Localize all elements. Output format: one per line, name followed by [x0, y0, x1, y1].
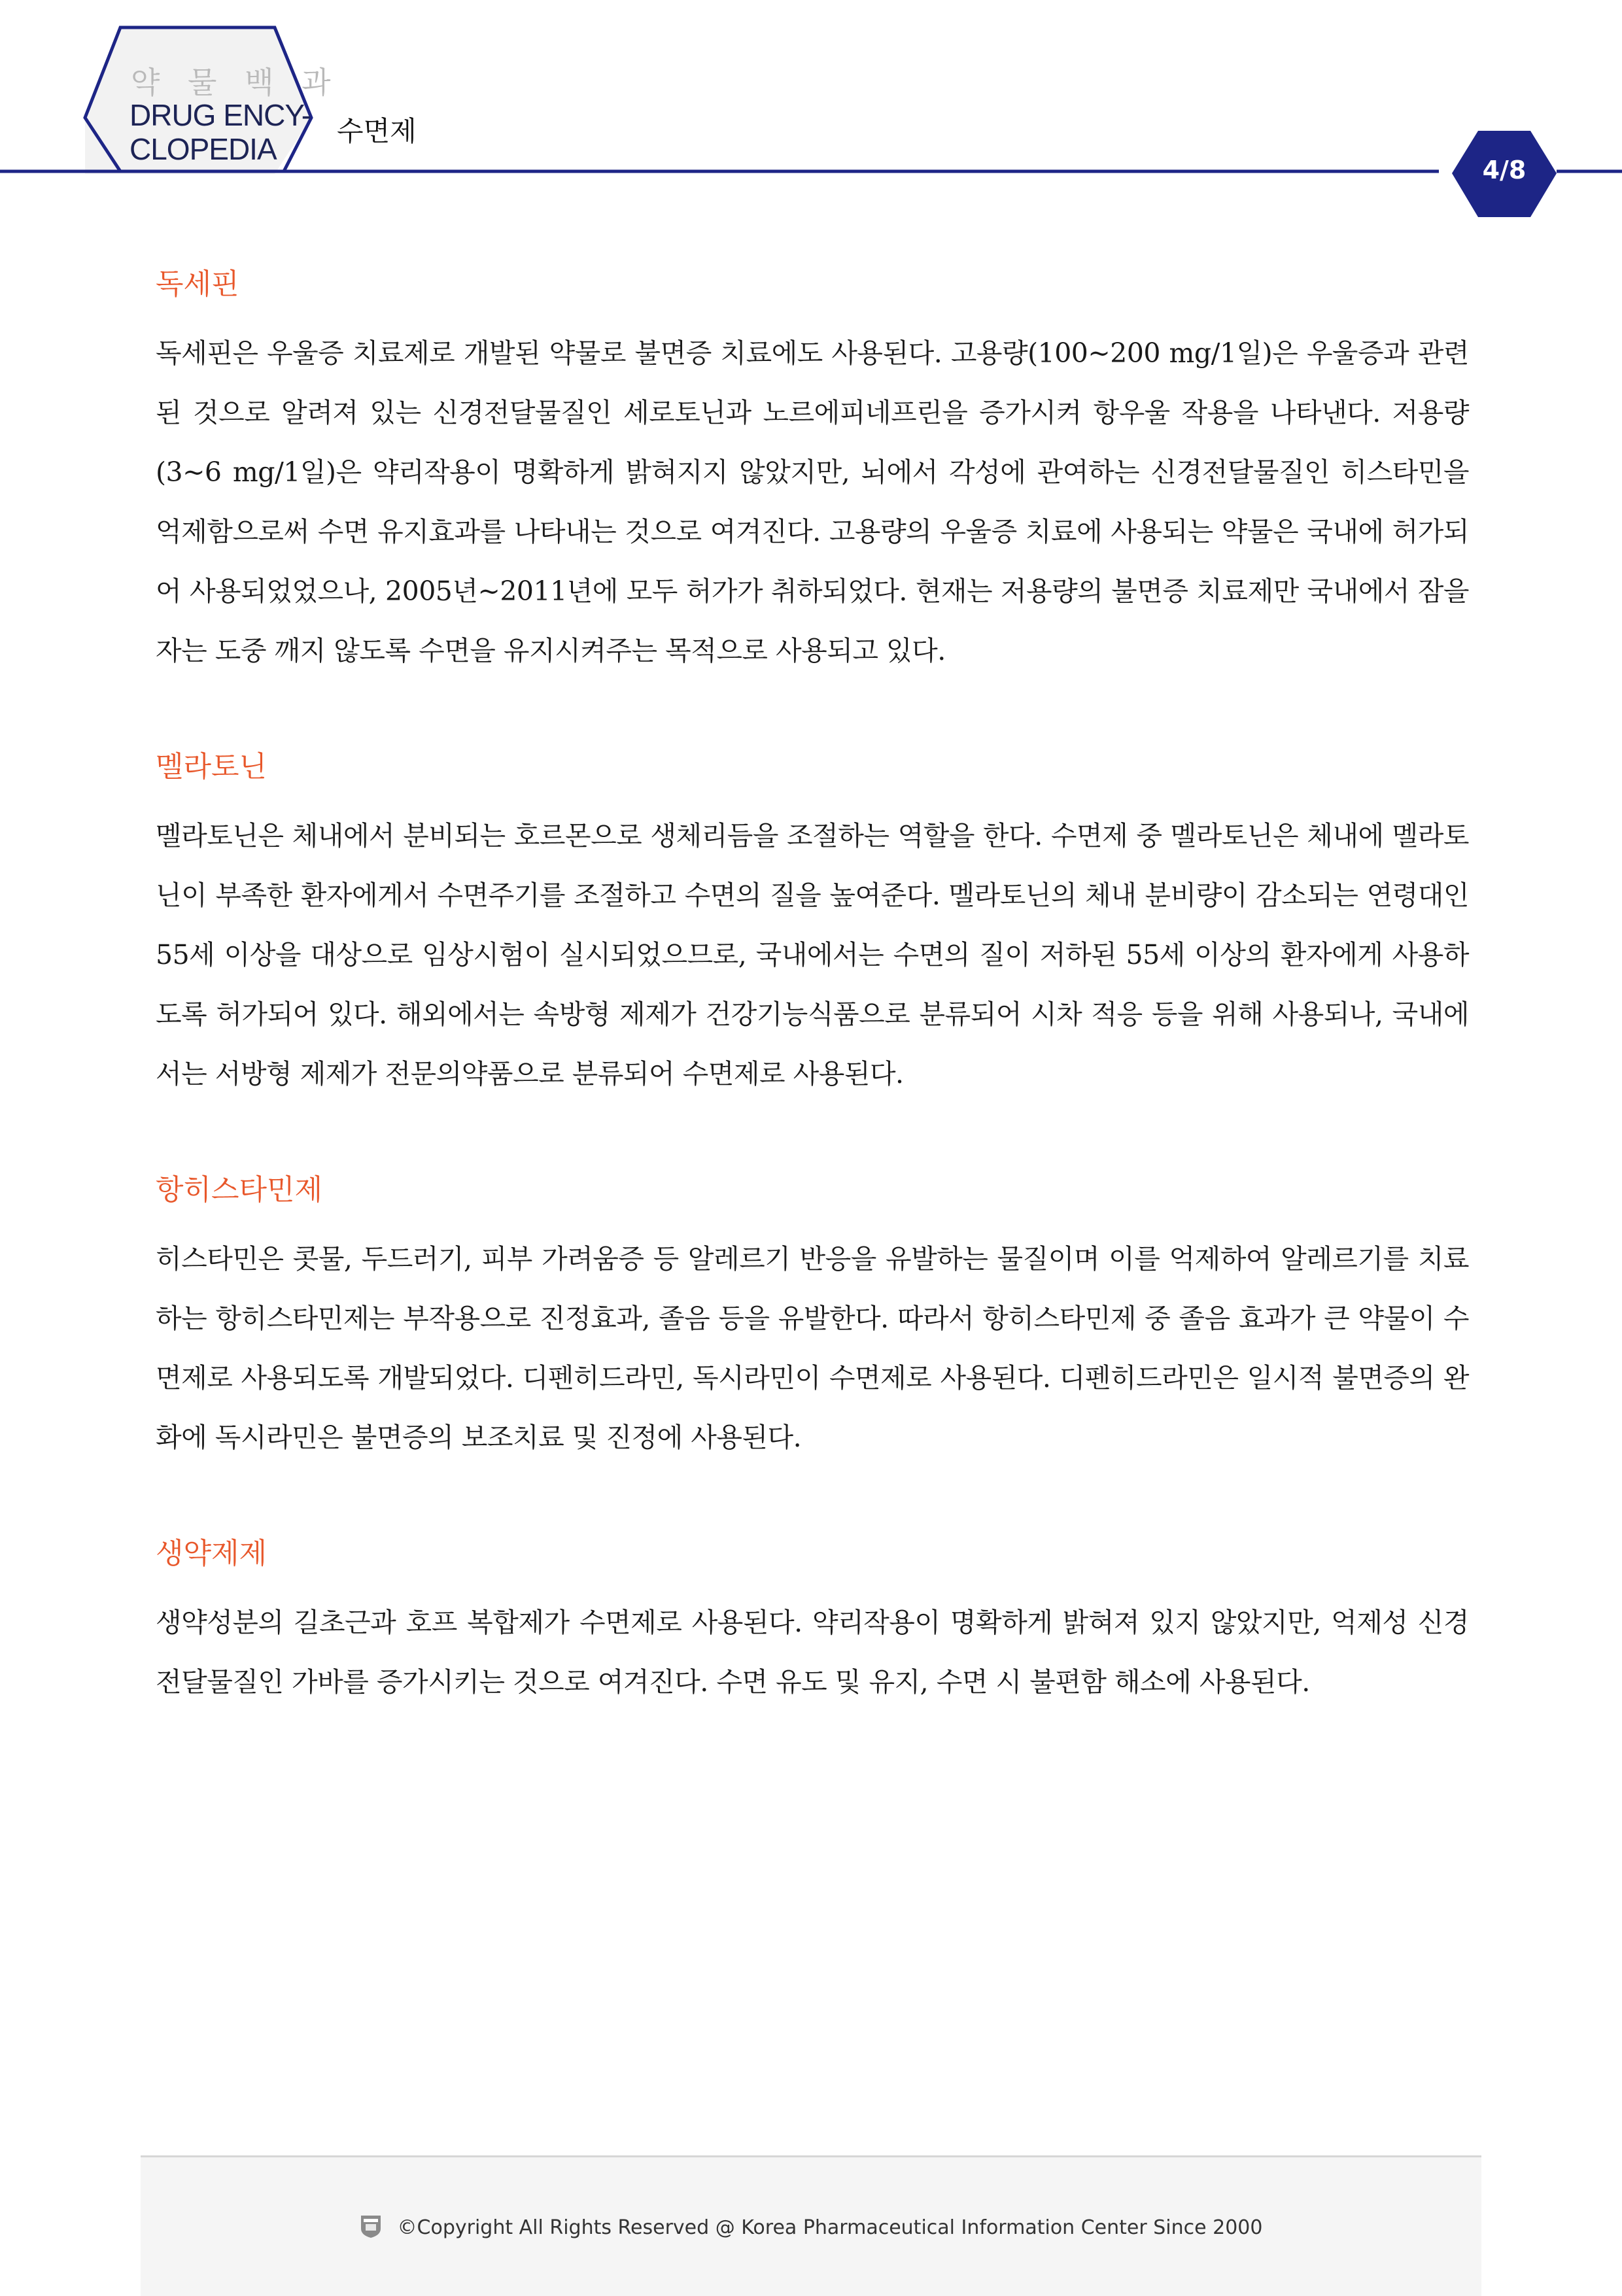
page-footer: [141, 2155, 1481, 2296]
section-body: 독세핀은 우울증 치료제로 개발된 약물로 불면증 치료에도 사용된다. 고용량(100~200 mg/1일)은 우울증과 관련된 것으로 알려져 있는 신경전달물질인 세로토닌과 노르에피네프린을 증가시켜 항우울 작용을 나타낸다. 저용량(3~6 mg/1일)은 약리작용이 명확하게 밝혀지지 않았지만, 뇌에서 각성에 관여하는 신경전달물질인 히스타민을 억제함으로써 수면 유지효과를 나타내는 것으로 여겨진다. 고용량의 우울증 치료에 사용되는 약물은 국내에 허가되어 사용되었었으나, 2005년~2011년에 모두 허가가 취하되었다. 현재는 저용량의 불면증 치료제만 국내에서 잠을 자는 도중 깨지 않도록 수면을 유지시켜주는 목적으로 사용되고 있다.: [156, 337, 1469, 666]
section-body: 생약성분의 길초근과 호프 복합제가 수면제로 사용된다. 약리작용이 명확하게 밝혀져 있지 않았지만, 억제성 신경전달물질인 가바를 증가시키는 것으로 여겨진다. 수면 유도 및 유지, 수면 시 불편함 해소에 사용된다.: [156, 1607, 1469, 1698]
copyright-text: ©Copyright All Rights Reserved @ Korea Pharmaceutical Information Center Since 2000: [397, 2216, 1263, 2239]
logo-english: [129, 98, 311, 166]
logo-korean: 약 물 백 과: [131, 65, 340, 100]
logo-english-line1: DRUG ENCY-: [129, 98, 311, 132]
section-antihistamine: [156, 1164, 1469, 1467]
section-heading: 멜라토닌: [156, 750, 267, 783]
section-body: 히스타민은 콧물, 두드러기, 피부 가려움증 등 알레르기 반응을 유발하는 물질이며 이를 억제하여 알레르기를 치료하는 항히스타민제는 부작용으로 진정효과, 졸음 등을 유발한다. 따라서 항히스타민제 중 졸음 효과가 큰 약물이 수면제로 사용되도록 개발되었다. 디펜히드라민, 독시라민이 수면제로 사용된다. 디펜히드라민은 일시적 불면증의 완화에 독시라민은 불면증의 보조치료 및 진정에 사용된다.: [156, 1243, 1469, 1453]
section-doxepin: [156, 258, 1469, 681]
section-heading: 독세핀: [156, 267, 239, 301]
section-heading: 생약제제: [156, 1537, 267, 1570]
pharmaceutical-center-seal-icon: [360, 2213, 382, 2239]
document-title: 수면제: [337, 115, 417, 147]
footer-copyright-row: [141, 2213, 1481, 2239]
section-herbal: [156, 1528, 1469, 1712]
logo-english-line2: CLOPEDIA: [129, 132, 277, 166]
section-heading: 항히스타민제: [156, 1173, 323, 1207]
section-body: 멜라토닌은 체내에서 분비되는 호르몬으로 생체리듬을 조절하는 역할을 한다. 수면제 중 멜라토닌은 체내에 멜라토닌이 부족한 환자에게서 수면주기를 조절하고 수면의 질을 높여준다. 멜라토닌의 체내 분비량이 감소되는 연령대인 55세 이상을 대상으로 임상시험이 실시되었으므로, 국내에서는 수면의 질이 저하된 55세 이상의 환자에게 사용하도록 허가되어 있다. 해외에서는 속방형 제제가 건강기능식품으로 분류되어 시차 적응 등을 위해 사용되나, 국내에서는 서방형 제제가 전문의약품으로 분류되어 수면제로 사용된다.: [156, 820, 1469, 1089]
main-content: [156, 258, 1469, 1772]
page-number: 4/8: [1482, 156, 1527, 184]
page-header: [0, 0, 1622, 222]
section-melatonin: [156, 741, 1469, 1104]
